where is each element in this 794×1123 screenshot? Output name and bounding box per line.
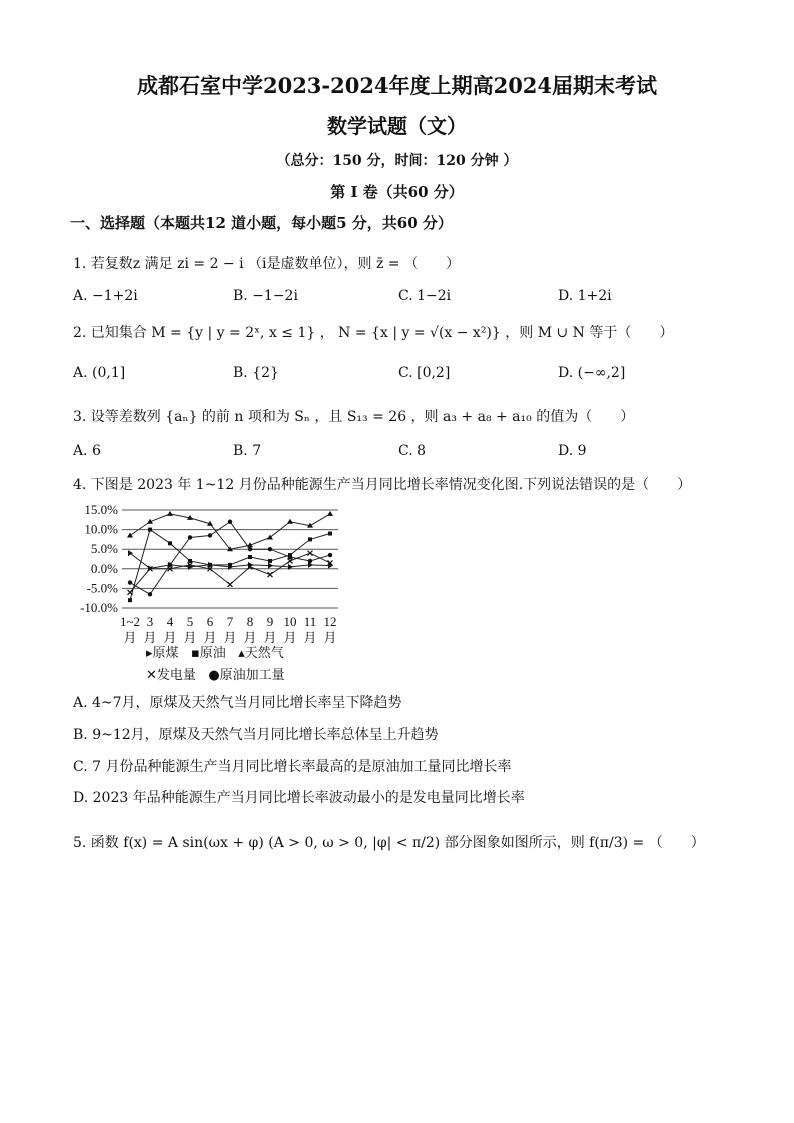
legend-marker-tianranqi: ▴ (238, 646, 245, 661)
q2-option-c: C. [0,2] (398, 365, 451, 381)
data-point (128, 598, 132, 602)
legend-label-jiagongliang: 原油加工量 (219, 668, 285, 683)
data-point (228, 563, 232, 567)
legend-row-1 (146, 642, 284, 661)
section-heading: 一、选择题（本题共12 道小题，每小题5 分，共60 分） (70, 214, 453, 232)
x-tick-label: 4 (166, 614, 174, 629)
legend-marker-yuanmei: ▸ (146, 646, 153, 661)
y-tick-label: 15.0% (84, 502, 118, 517)
q1-option-d: D. 1+2i (558, 288, 612, 304)
q4-option-a: A. 4~7月，原煤及天然气当月同比增长率呈下降趋势 (73, 695, 402, 711)
data-point (188, 535, 192, 539)
x-tick-label: 9 (266, 614, 274, 629)
data-point (328, 553, 332, 557)
question-5-stem: 5. 函数 f(x) = A sin(ωx + φ) (A > 0, ω > 0, |φ| < π/2) 部分图象如图所示，则 f(π/3) = （ ） (73, 835, 705, 851)
volume-heading: 第 I 卷（共60 分） (330, 183, 464, 201)
data-point (127, 532, 133, 537)
x-tick-label-month: 月 (143, 630, 157, 645)
data-point (308, 537, 312, 541)
exam-info: （总分：150 分，时间：120 分钟 ） (276, 153, 518, 169)
y-tick-label: 10.0% (84, 521, 118, 537)
x-tick-label: 12 (323, 614, 337, 629)
data-point (148, 592, 152, 596)
x-tick-label: 5 (186, 614, 194, 629)
x-tick-label: 3 (146, 614, 154, 629)
q2-option-a: A. (0,1] (73, 365, 126, 381)
x-tick-label: 6 (206, 614, 214, 629)
data-point (308, 551, 313, 556)
school-title: 成都石室中学2023-2024年度上期高2024届期末考试 (136, 73, 658, 98)
q3-option-d: D. 9 (558, 443, 587, 459)
subject-title: 数学试题（文） (327, 114, 467, 138)
q1-option-a: A. −1+2i (73, 288, 138, 304)
x-tick-label-month: 月 (283, 630, 297, 645)
legend-label-yuanmei: 原煤 (152, 646, 179, 661)
x-tick-label-month: 月 (223, 630, 237, 645)
legend-label-fadianliang: 发电量 (156, 668, 196, 683)
x-tick-label: 7 (226, 614, 234, 629)
legend-row-2 (146, 664, 285, 683)
x-tick-label-month: 月 (163, 630, 177, 645)
data-point (288, 555, 292, 559)
x-tick-label-month: 月 (303, 630, 317, 645)
data-point (228, 582, 233, 587)
data-point (248, 555, 252, 559)
q2-option-d: D. (−∞,2] (558, 365, 626, 381)
q4-option-d: D. 2023 年品种能源生产当月同比增长率波动最小的是发电量同比增长率 (73, 790, 525, 806)
legend-marker-jiagongliang: ● (208, 668, 220, 683)
series-line-4 (130, 522, 330, 595)
legend-marker-fadianliang: ✕ (146, 668, 157, 683)
data-point (208, 563, 212, 567)
data-point (268, 547, 272, 551)
data-point (268, 559, 272, 563)
y-tick-label: -10.0% (80, 600, 118, 615)
q2-option-b: B. {2} (233, 365, 279, 381)
x-tick-label-month: 月 (183, 630, 197, 645)
energy-growth-line-chart (68, 500, 358, 690)
x-tick-label-month: 月 (203, 630, 217, 645)
question-1-stem: 1. 若复数z 满足 zi = 2 − i （i是虚数单位），则 z̄ = （ ） (73, 256, 460, 272)
x-tick-label-month: 月 (323, 630, 337, 645)
data-point (228, 520, 232, 524)
data-point (308, 559, 312, 563)
legend-label-yuanyou: 原油 (199, 646, 226, 661)
legend-label-tianranqi: 天然气 (244, 646, 284, 661)
question-4-stem: 4. 下图是 2023 年 1~12 月份品种能源生产当月同比增长率情况变化图.下列说法错误的是（ ） (73, 477, 692, 493)
data-point (268, 572, 273, 577)
q3-option-a: A. 6 (73, 443, 101, 459)
x-tick-label: 11 (303, 614, 317, 629)
y-tick-label: -5.0% (86, 580, 118, 596)
x-tick-label: 10 (283, 614, 297, 629)
legend-marker-yuanyou: ▪ (190, 646, 200, 661)
q1-option-b: B. −1−2i (233, 288, 298, 304)
data-point (268, 563, 273, 569)
q1-option-c: C. 1−2i (398, 288, 452, 304)
data-point (327, 511, 333, 516)
data-point (148, 528, 152, 532)
q4-option-c: C. 7 月份品种能源生产当月同比增长率最高的是原油加工量同比增长率 (73, 759, 512, 775)
data-point (287, 519, 293, 524)
q3-option-c: C. 8 (398, 443, 427, 459)
y-tick-label: 0.0% (90, 560, 118, 576)
data-point (168, 563, 172, 567)
x-tick-label-month: 月 (263, 630, 277, 645)
question-2-stem: 2. 已知集合 M = {y | y = 2ˣ, x ≤ 1} ， N = {x | y = √(x − x²)} ，则 M ∪ N 等于（ ） (73, 325, 674, 341)
data-point (168, 541, 172, 545)
y-tick-label: 5.0% (90, 541, 118, 557)
q3-option-b: B. 7 (233, 443, 262, 459)
data-point (328, 532, 332, 536)
x-tick-label: 1~2 (119, 614, 141, 629)
data-point (128, 580, 132, 584)
data-point (208, 533, 212, 537)
question-3-stem: 3. 设等差数列 {aₙ} 的前 n 项和为 Sₙ ，且 S₁₃ = 26 ，则 a₃ + a₈ + a₁₀ 的值为（ ） (73, 409, 635, 425)
series-line-2 (130, 514, 330, 549)
x-tick-label: 8 (246, 614, 254, 629)
q4-option-b: B. 9~12月，原煤及天然气当月同比增长率总体呈上升趋势 (73, 727, 439, 743)
x-tick-label-month: 月 (243, 630, 257, 645)
data-point (248, 547, 252, 551)
data-point (167, 511, 173, 516)
x-tick-label-month: 月 (123, 630, 137, 645)
data-point (188, 559, 192, 563)
